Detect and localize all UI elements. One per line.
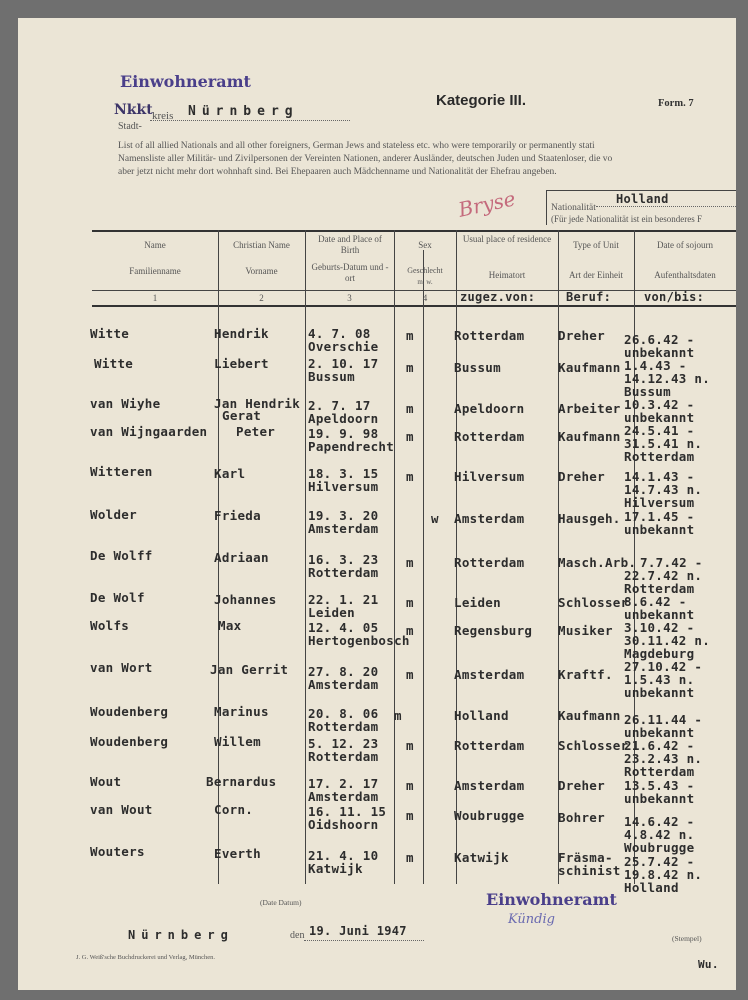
row-6-name: Wolder: [90, 507, 137, 522]
col-name-de: Familienname: [129, 266, 181, 276]
row-7-residence: Rotterdam: [454, 555, 525, 570]
row-1-sojourn-2: unbekannt: [624, 345, 695, 360]
document-page: [18, 18, 736, 990]
row-8-first: Johannes: [214, 592, 277, 607]
row-13-first: Bernardus: [206, 774, 277, 789]
row-14-name: van Wout: [90, 802, 153, 817]
row-4-place: Papendrecht: [308, 439, 395, 454]
row-14-place: Oidshoorn: [308, 817, 379, 832]
row-9-date: 12. 4. 05: [308, 620, 379, 635]
row-14-job: Bohrer: [558, 810, 605, 825]
row-2-residence: Bussum: [454, 360, 501, 375]
row-8-sex: m: [406, 595, 414, 610]
row-5-sojourn-3: Hilversum: [624, 495, 695, 510]
col-sex-de: Geschlecht: [407, 266, 443, 275]
row-4-sojourn-1: 24.5.41 -: [624, 423, 695, 438]
row-13-place: Amsterdam: [308, 789, 379, 804]
row-9-sojourn-1: 3.10.42 -: [624, 620, 695, 635]
row-9-sex: m: [406, 623, 414, 638]
row-14-sojourn-3: Woubrugge: [624, 840, 695, 855]
row-3-first: Jan Hendrik: [214, 396, 301, 411]
row-10-sojourn-3: unbekannt: [624, 685, 695, 700]
row-9-place: Hertogenbosch: [308, 633, 410, 648]
col-first-en: Christian Name: [233, 240, 290, 250]
row-15-job-2: schinist: [558, 863, 621, 878]
col-sex-sub: m. w.: [417, 278, 433, 286]
row-5-date: 18. 3. 15: [308, 466, 379, 481]
row-9-job: Musiker: [558, 623, 613, 638]
row-15-sojourn-3: Holland: [624, 880, 679, 895]
row-8-sojourn-1: 8.6.42 -: [624, 594, 687, 609]
row-2-first: Liebert: [214, 356, 269, 371]
col-first-de: Vorname: [245, 266, 278, 276]
row-5-residence: Hilversum: [454, 469, 525, 484]
footer-city: Nürnberg: [128, 928, 234, 942]
row-3-sojourn-1: 10.3.42 -: [624, 397, 695, 412]
row-15-sojourn-1: 25.7.42 -: [624, 854, 695, 869]
row-8-job: Schlosser: [558, 595, 629, 610]
col-divider-sex: [423, 250, 424, 884]
row-14-sojourn-2: 4.8.42 n.: [624, 827, 695, 842]
row-11-sojourn-2: unbekannt: [624, 725, 695, 740]
footer-date-underline: [304, 940, 424, 941]
row-3-first-2: Gerat: [222, 408, 262, 423]
row-4-sojourn-3: Rotterdam: [624, 449, 695, 464]
row-10-first: Jan Gerrit: [210, 662, 289, 677]
row-4-date: 19. 9. 98: [308, 426, 379, 441]
row-2-name: Witte: [94, 356, 134, 371]
row-4-sojourn-2: 31.5.41 n.: [624, 436, 703, 451]
footer-den: den: [290, 930, 305, 941]
row-9-first: Max: [218, 618, 242, 633]
col-sex-en: Sex: [418, 240, 432, 250]
row-7-date: 16. 3. 23: [308, 552, 379, 567]
row-9-sojourn-2: 30.11.42 n.: [624, 633, 711, 648]
col-unit-de: Art der Einheit: [569, 270, 623, 280]
row-3-place: Apeldoorn: [308, 411, 379, 426]
footer-date: 19. Juni 1947: [309, 924, 407, 938]
table-header-bottom-rule: [92, 305, 736, 307]
row-11-sojourn-1: 26.11.44 -: [624, 712, 703, 727]
row-10-sojourn-2: 1.5.43 n.: [624, 672, 695, 687]
row-5-name: Witteren: [90, 464, 153, 479]
row-5-sojourn-1: 14.1.43 -: [624, 469, 695, 484]
stadt-label: Stadt-: [118, 121, 142, 132]
row-5-place: Hilversum: [308, 479, 379, 494]
col-residence-de: Heimatort: [488, 270, 526, 280]
row-12-sojourn-2: 23.2.43 n.: [624, 751, 703, 766]
col-divider-2: [305, 230, 306, 884]
col-name-num: 1: [152, 293, 158, 303]
col-birth-en: Date and Place of Birth: [318, 234, 382, 255]
row-6-sojourn-1: 17.1.45 -: [624, 509, 695, 524]
row-4-job: Kaufmann: [558, 429, 621, 444]
row-6-first: Frieda: [214, 508, 261, 523]
row-10-name: van Wort: [90, 660, 153, 675]
col-unit-en: Type of Unit: [573, 240, 619, 250]
col-residence-typed: zugez.von:: [460, 290, 536, 304]
row-3-sex: m: [406, 401, 414, 416]
row-6-sex: w: [431, 511, 439, 526]
row-14-residence: Woubrugge: [454, 808, 525, 823]
row-7-place: Rotterdam: [308, 565, 379, 580]
row-2-sex: m: [406, 360, 414, 375]
row-4-first: Peter: [236, 424, 276, 439]
row-11-name: Woudenberg: [90, 704, 169, 719]
col-birth-de: Geburts-Datum und -ort: [311, 262, 389, 283]
row-14-date: 16. 11. 15: [308, 804, 387, 819]
row-15-sojourn-2: 19.8.42 n.: [624, 867, 703, 882]
city-typed: Nürnberg: [188, 104, 299, 119]
row-4-sex: m: [406, 429, 414, 444]
nationality-underline: [596, 206, 736, 207]
printer-imprint: J. G. Weiß'sche Buchdruckerei und Verlag, München.: [76, 954, 216, 961]
row-12-place: Rotterdam: [308, 749, 379, 764]
row-15-first: Everth: [214, 846, 261, 861]
nationality-label: Nationalität: [551, 203, 596, 213]
table-top-rule: [92, 230, 736, 232]
col-sojourn-typed: von/bis:: [644, 290, 705, 304]
table-number-rule: [92, 290, 736, 291]
row-10-sojourn-1: 27.10.42 -: [624, 659, 703, 674]
row-3-date: 2. 7. 17: [308, 398, 371, 413]
stempel-label: (Stempel): [672, 934, 702, 943]
row-11-first: Marinus: [214, 704, 269, 719]
row-13-sojourn-2: unbekannt: [624, 791, 695, 806]
row-7-first: Adriaan: [214, 550, 269, 565]
intro-german-2: aber jetzt nicht mehr dort wohnhaft sind. Bei Ehepaaren auch Mädchenname und Nationalität der Ehefrau angeben.: [118, 167, 557, 177]
intro-german-1: Namensliste aller Militär- und Zivilpersonen der Vereinten Nationen, anderer Ausländer, deutschen Juden und Staatenloser, die vo: [118, 154, 613, 164]
stadt-underline: [150, 120, 350, 121]
row-10-place: Amsterdam: [308, 677, 379, 692]
row-13-residence: Amsterdam: [454, 778, 525, 793]
row-15-residence: Katwijk: [454, 850, 509, 865]
row-11-job: Kaufmann: [558, 708, 621, 723]
row-12-job: Schlosser: [558, 738, 629, 753]
row-3-name: van Wiyhe: [90, 396, 161, 411]
row-1-sojourn-1: 26.6.42 -: [624, 332, 695, 347]
form-number: Form. 7: [658, 98, 694, 109]
row-4-name: van Wijngaarden: [90, 424, 208, 439]
row-10-job: Kraftf.: [558, 667, 613, 682]
row-1-place: Overschie: [308, 339, 379, 354]
row-5-sex: m: [406, 469, 414, 484]
col-unit-typed: Beruf:: [566, 290, 612, 304]
row-12-sojourn-3: Rotterdam: [624, 764, 695, 779]
kreis-label: kreis: [152, 110, 174, 122]
row-12-sex: m: [406, 738, 414, 753]
row-6-job: Hausgeh.: [558, 511, 621, 526]
col-sex-num: 4: [422, 293, 428, 303]
row-5-job: Dreher: [558, 469, 605, 484]
row-8-date: 22. 1. 21: [308, 592, 379, 607]
row-13-job: Dreher: [558, 778, 605, 793]
row-14-first: Corn.: [214, 802, 254, 817]
col-divider-3: [394, 230, 395, 884]
col-name-en: Name: [144, 240, 166, 250]
intro-english: List of all allied Nationals and all other foreigners, German Jews and stateless etc. who were temporarily or permanently stati: [118, 141, 595, 151]
row-2-job: Kaufmann: [558, 360, 621, 375]
row-11-place: Rotterdam: [308, 719, 379, 734]
row-9-sojourn-3: Magdeburg: [624, 646, 695, 661]
row-9-name: Wolfs: [90, 618, 130, 633]
row-6-date: 19. 3. 20: [308, 508, 379, 523]
row-11-date: 20. 8. 06: [308, 706, 379, 721]
row-15-date: 21. 4. 10: [308, 848, 379, 863]
row-2-place: Bussum: [308, 369, 355, 384]
row-13-name: Wout: [90, 774, 122, 789]
row-1-sex: m: [406, 328, 414, 343]
row-4-residence: Rotterdam: [454, 429, 525, 444]
row-9-residence: Regensburg: [454, 623, 533, 638]
row-3-job: Arbeiter: [558, 401, 621, 416]
handwritten-red-mark: Bryse: [456, 186, 518, 222]
col-first-num: 2: [259, 293, 264, 303]
row-8-place: Leiden: [308, 605, 355, 620]
row-14-sex: m: [406, 808, 414, 823]
row-12-residence: Rotterdam: [454, 738, 525, 753]
nationality-note: (Für jede Nationalität ist ein besonderes F: [551, 214, 702, 224]
row-7-sojourn-2: 22.7.42 n.: [624, 568, 703, 583]
row-2-sojourn-1: 1.4.43 -: [624, 358, 687, 373]
row-1-residence: Rotterdam: [454, 328, 525, 343]
corner-initials: Wu.: [698, 958, 719, 971]
stadt-stamp-overprint: Nkkt: [114, 102, 153, 118]
row-12-sojourn-1: 21.6.42 -: [624, 738, 695, 753]
row-12-date: 5. 12. 23: [308, 736, 379, 751]
signature: Kündig: [508, 912, 555, 927]
row-11-residence: Holland: [454, 708, 509, 723]
row-15-name: Wouters: [90, 844, 145, 859]
kategorie-title: Kategorie III.: [436, 92, 527, 109]
col-birth-num: 3: [347, 293, 352, 303]
row-6-place: Amsterdam: [308, 521, 379, 536]
row-10-date: 27. 8. 20: [308, 664, 379, 679]
row-8-sojourn-2: unbekannt: [624, 607, 695, 622]
row-15-sex: m: [406, 850, 414, 865]
row-7-name: De Wolff: [90, 548, 153, 563]
col-residence-en: Usual place of residence: [462, 234, 552, 244]
row-2-date: 2. 10. 17: [308, 356, 379, 371]
row-13-date: 17. 2. 17: [308, 776, 379, 791]
col-sojourn-de: Aufenthaltsdaten: [654, 270, 716, 280]
row-14-sojourn-1: 14.6.42 -: [624, 814, 695, 829]
row-13-sex: m: [406, 778, 414, 793]
einwohneramt-stamp: Einwohneramt: [120, 72, 251, 91]
col-sojourn-en: Date of sojourn: [657, 240, 713, 250]
row-7-job: Masch.Arb.: [558, 555, 637, 570]
row-3-sojourn-2: unbekannt: [624, 410, 695, 425]
row-7-sojourn-3: Rotterdam: [624, 581, 695, 596]
row-12-first: Willem: [214, 734, 261, 749]
row-10-sex: m: [406, 667, 414, 682]
row-15-job: Fräsma-: [558, 850, 613, 865]
row-1-job: Dreher: [558, 328, 605, 343]
row-7-sex: m: [406, 555, 414, 570]
row-13-sojourn-1: 13.5.43 -: [624, 778, 695, 793]
row-6-sojourn-2: unbekannt: [624, 522, 695, 537]
nationality-value: Holland: [616, 192, 669, 206]
einwohneramt-stamp-bottom: Einwohneramt: [486, 890, 617, 909]
date-datum-label: (Date Datum): [260, 898, 302, 907]
row-11-sex: m: [394, 708, 402, 723]
row-10-residence: Amsterdam: [454, 667, 525, 682]
row-1-date: 4. 7. 08: [308, 326, 371, 341]
row-2-sojourn-3: Bussum: [624, 384, 671, 399]
row-7-sojourn-1: 7.7.42 -: [640, 555, 703, 570]
row-1-name: Witte: [90, 326, 130, 341]
row-2-sojourn-2: 14.12.43 n.: [624, 371, 711, 386]
row-6-residence: Amsterdam: [454, 511, 525, 526]
row-12-name: Woudenberg: [90, 734, 169, 749]
row-15-place: Katwijk: [308, 861, 363, 876]
row-8-residence: Leiden: [454, 595, 501, 610]
row-8-name: De Wolf: [90, 590, 145, 605]
row-3-residence: Apeldoorn: [454, 401, 525, 416]
row-5-sojourn-2: 14.7.43 n.: [624, 482, 703, 497]
row-5-first: Karl: [214, 466, 246, 481]
row-1-first: Hendrik: [214, 326, 269, 341]
